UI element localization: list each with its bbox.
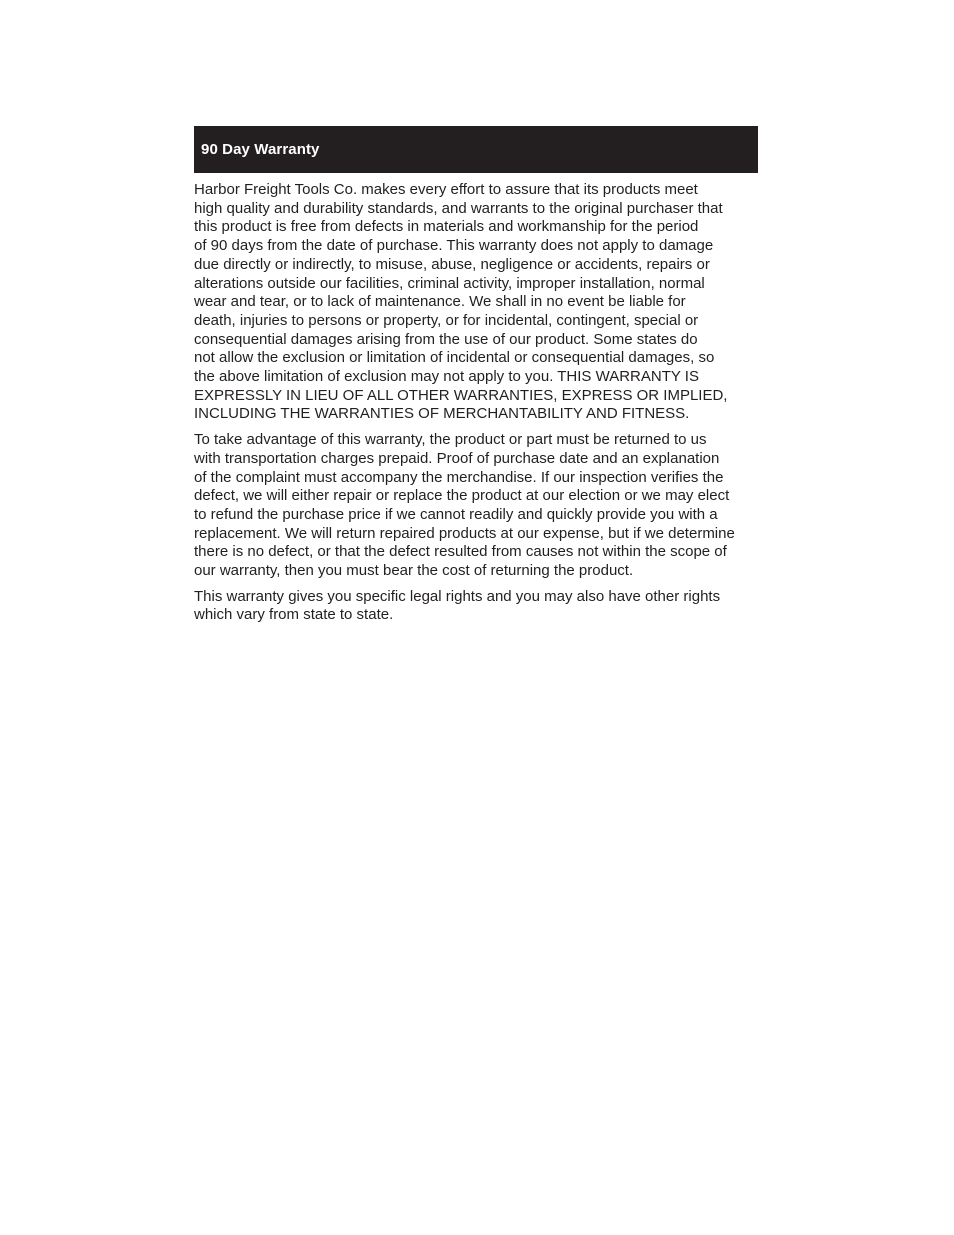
text-line: defect, we will either repair or replace the product at our election or we may elect [194, 487, 730, 505]
warranty-title: 90 Day Warranty [201, 141, 320, 158]
warranty-paragraph-claims [194, 431, 758, 581]
text-line: with transportation charges prepaid. Proof of purchase date and an explanation [194, 449, 720, 467]
text-line: INCLUDING THE WARRANTIES OF MERCHANTABILITY AND FITNESS. [194, 405, 690, 423]
text-line: due directly or indirectly, to misuse, abuse, negligence or accidents, repairs or [194, 255, 710, 273]
warranty-section [194, 126, 758, 632]
text-line: death, injuries to persons or property, or for incidental, contingent, special or [194, 311, 699, 329]
text-line: Harbor Freight Tools Co. makes every effort to assure that its products meet [194, 181, 698, 198]
text-line: To take advantage of this warranty, the product or part must be returned to us [194, 431, 707, 449]
text-line: EXPRESSLY IN LIEU OF ALL OTHER WARRANTIES, EXPRESS OR IMPLIED, [194, 386, 728, 404]
text-line: consequential damages arising from the use of our product. Some states do [194, 330, 698, 348]
text-line: wear and tear, or to lack of maintenance. We shall in no event be liable for [194, 293, 686, 311]
warranty-body [194, 181, 758, 625]
warranty-paragraph-coverage [194, 181, 758, 424]
text-line: there is no defect, or that the defect resulted from causes not within the scope of [194, 543, 727, 561]
text-line: not allow the exclusion or limitation of incidental or consequential damages, so [194, 349, 715, 367]
text-line: This warranty gives you specific legal rights and you may also have other rights [194, 587, 721, 605]
text-line: of the complaint must accompany the merchandise. If our inspection verifies the [194, 468, 724, 486]
text-line: alterations outside our facilities, criminal activity, improper installation, normal [194, 274, 705, 292]
text-line: of 90 days from the date of purchase. This warranty does not apply to damage [194, 237, 714, 255]
text-line: which vary from state to state. [194, 606, 394, 624]
text-line: high quality and durability standards, and warrants to the original purchaser that [194, 199, 723, 217]
text-line: our warranty, then you must bear the cost of returning the product. [194, 562, 634, 580]
text-line: replacement. We will return repaired products at our expense, but if we determine [194, 524, 735, 542]
text-line: this product is free from defects in materials and workmanship for the period [194, 218, 699, 236]
warranty-paragraph-rights [194, 588, 758, 625]
text-line: to refund the purchase price if we cannot readily and quickly provide you with a [194, 505, 718, 523]
warranty-header-bar [194, 126, 758, 173]
text-line: the above limitation of exclusion may not apply to you. THIS WARRANTY IS [194, 368, 699, 386]
